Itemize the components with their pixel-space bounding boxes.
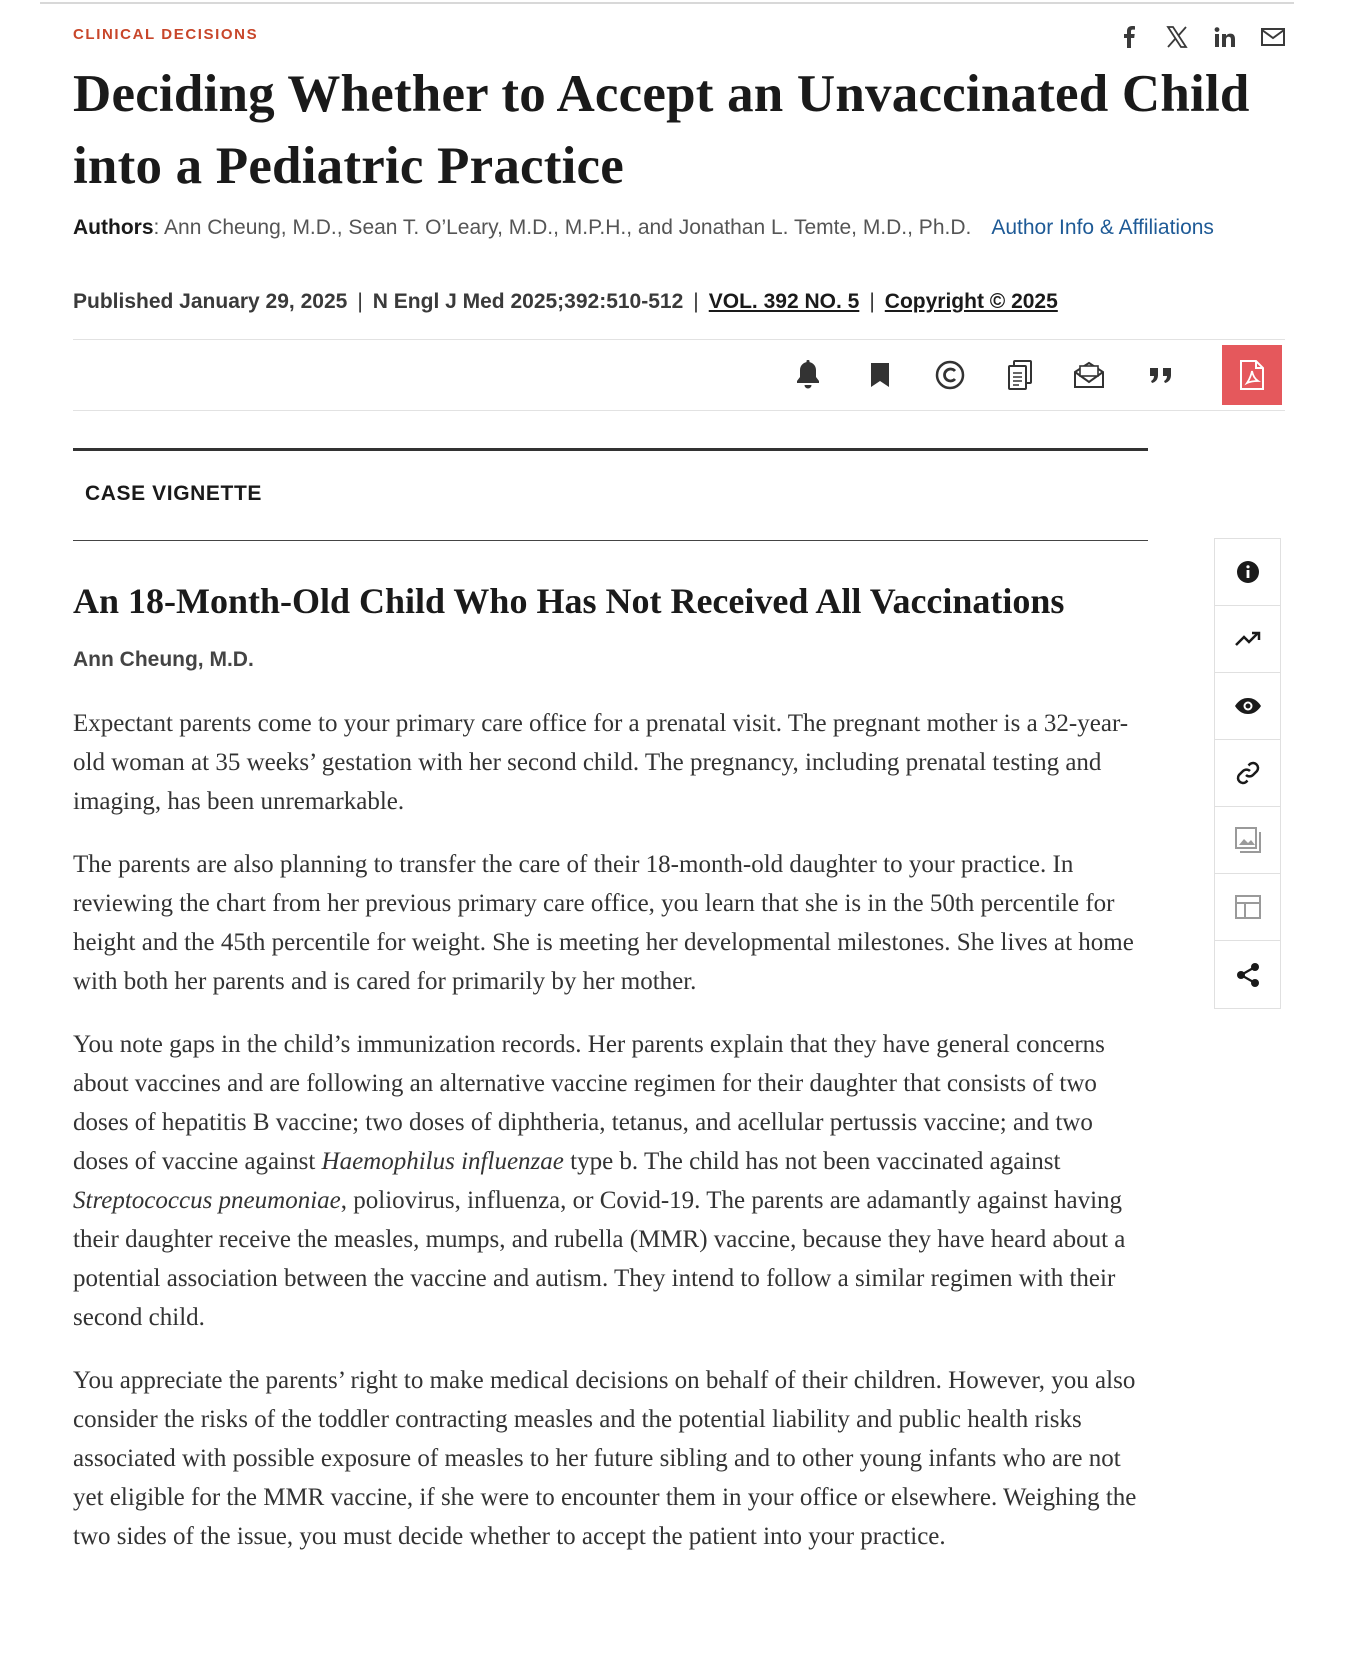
eye-icon[interactable]	[1215, 673, 1280, 740]
info-icon[interactable]	[1215, 539, 1280, 606]
case-heading: An 18-Month-Old Child Who Has Not Received All Vaccinations	[73, 581, 1065, 621]
envelope-open-icon[interactable]	[1059, 345, 1119, 405]
top-divider	[40, 2, 1294, 4]
separator: |	[693, 290, 699, 313]
pdf-download-button[interactable]	[1222, 345, 1282, 405]
article-toolbar	[0, 345, 1346, 405]
copyright-link[interactable]: Copyright © 2025	[884, 290, 1058, 313]
volume-link[interactable]: VOL. 392 NO. 5	[708, 290, 860, 313]
case-byline: Ann Cheung, M.D.	[73, 648, 254, 671]
toolbar-top-divider	[73, 339, 1285, 340]
share-icon[interactable]	[1215, 941, 1280, 1008]
share-bar	[1105, 22, 1297, 52]
species-name: Haemophilus influenzae	[321, 1148, 564, 1175]
section-divider-bottom	[73, 540, 1148, 541]
bookmark-icon[interactable]	[850, 345, 910, 405]
body-paragraph	[73, 1025, 1153, 1337]
trending-icon[interactable]	[1215, 606, 1280, 673]
authors-label: Authors	[73, 216, 154, 239]
facebook-icon[interactable]	[1105, 22, 1153, 52]
separator: |	[869, 290, 875, 313]
section-divider-top	[73, 448, 1148, 451]
article-category[interactable]: CLINICAL DECISIONS	[73, 26, 259, 43]
publication-info	[73, 290, 1058, 314]
copy-icon[interactable]	[990, 345, 1050, 405]
x-icon[interactable]	[1153, 22, 1201, 52]
pdf-icon	[1239, 360, 1265, 390]
email-icon[interactable]	[1249, 22, 1297, 52]
quote-icon[interactable]	[1131, 345, 1191, 405]
section-label: CASE VIGNETTE	[85, 482, 262, 505]
link-icon[interactable]	[1215, 740, 1280, 807]
table-icon[interactable]	[1215, 874, 1280, 941]
text-segment: You note gaps in the child’s immunization records. Her parents explain that they have general concerns about vaccines and are following an alternative vaccine regimen for their daughter that consists of two doses of hepatitis B vaccine; two doses of diphtheria, tetanus, and acellular pertussis vaccine; and two doses of vaccine against	[73, 1031, 1105, 1175]
copyright-icon[interactable]	[920, 345, 980, 405]
citation: N Engl J Med 2025;392:510-512	[372, 290, 684, 313]
text-segment: , poliovirus, influenza, or Covid-19. The parents are adamantly against having their daughter receive the measles, mumps, and rubella (MMR) vaccine, because they have heard about a potential association between the vaccine and autism. They intend to follow a similar regimen with their second child.	[73, 1187, 1126, 1331]
published-date: Published January 29, 2025	[73, 290, 348, 313]
bell-icon[interactable]	[778, 345, 838, 405]
linkedin-icon[interactable]	[1201, 22, 1249, 52]
body-paragraph: You appreciate the parents’ right to make medical decisions on behalf of their children. However, you also consider the risks of the toddler contracting measles and the potential liability and public health risks associated with possible exposure of measles to her future sibling and to other young infants who are not yet eligible for the MMR vaccine, if she were to encounter them in your office or elsewhere. Weighing the two sides of the issue, you must decide whether to accept the patient into your practice.	[73, 1367, 1137, 1550]
author-list	[73, 211, 1223, 244]
article-sidebar	[1214, 538, 1281, 1009]
article-title: Deciding Whether to Accept an Unvaccinated Child into a Pediatric Practice	[73, 65, 1250, 195]
separator: |	[357, 290, 363, 313]
author-info-link[interactable]: Author Info & Affiliations	[991, 216, 1214, 239]
body-paragraph: The parents are also planning to transfer the care of their 18-month-old daughter to your practice. In reviewing the chart from her previous primary care office, you learn that she is in the 50th percentile for height and the 45th percentile for weight. She is meeting her developmental milestones. She lives at home with both her parents and is cared for primarily by her mother.	[73, 851, 1134, 995]
species-name: Streptococcus pneumoniae	[73, 1187, 341, 1214]
toolbar-bottom-divider	[73, 410, 1285, 411]
author-names: : Ann Cheung, M.D., Sean T. O’Leary, M.D., M.P.H., and Jonathan L. Temte, M.D., Ph.D.	[153, 216, 972, 239]
body-paragraph: Expectant parents come to your primary care office for a prenatal visit. The pregnant mother is a 32-year-old woman at 35 weeks’ gestation with her second child. The pregnancy, including prenatal testing and imaging, has been unremarkable.	[73, 710, 1129, 815]
text-segment: type b. The child has not been vaccinated against	[563, 1148, 1061, 1175]
image-icon[interactable]	[1215, 807, 1280, 874]
article-body	[73, 704, 1153, 1580]
